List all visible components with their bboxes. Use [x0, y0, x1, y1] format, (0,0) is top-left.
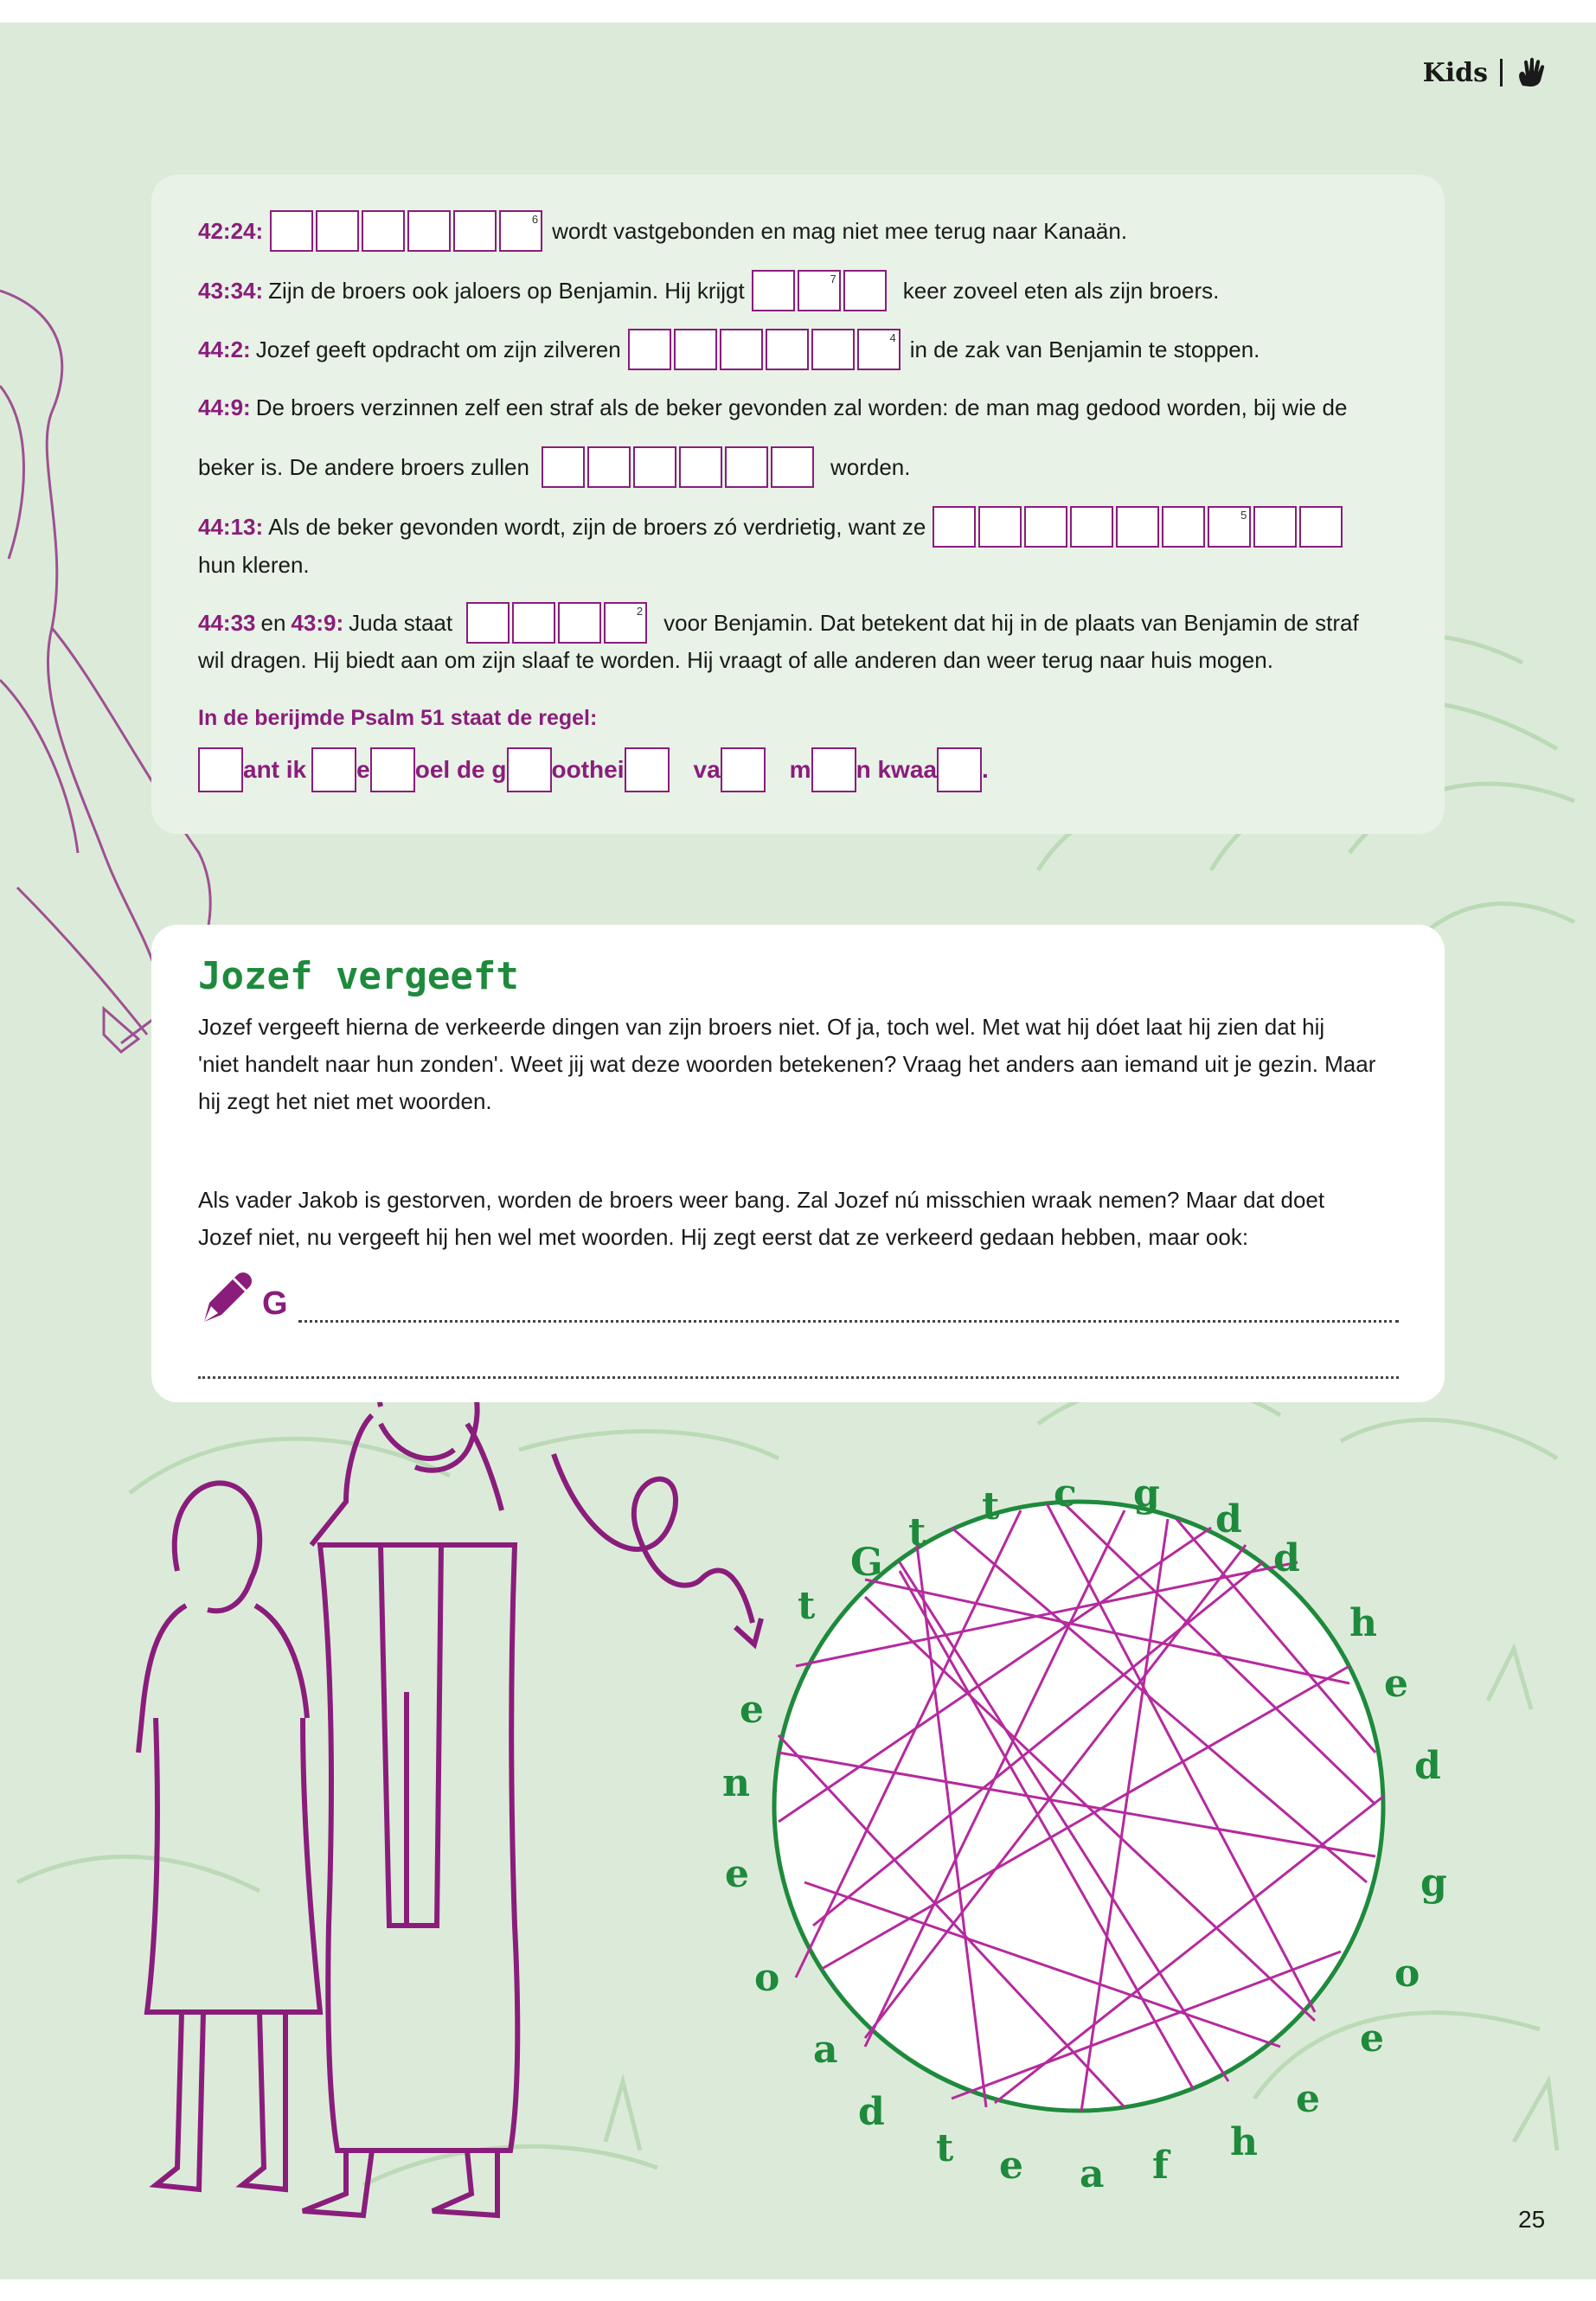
verse-ref: 44:13:: [198, 513, 264, 540]
letter-box[interactable]: [1070, 506, 1113, 548]
letter-box[interactable]: 5: [1208, 506, 1251, 548]
row-text: keer zoveel eten als zijn broers.: [902, 277, 1220, 304]
psalm-letter-box[interactable]: [507, 747, 552, 792]
letter-box[interactable]: 2: [604, 602, 647, 644]
letter-box[interactable]: [752, 270, 795, 311]
psalm-fragment: oothei: [551, 756, 625, 783]
circle-letter: o: [754, 1956, 780, 2000]
row-text: en: [260, 609, 286, 636]
letter-box[interactable]: 6: [499, 210, 542, 252]
circle-letter: h: [1230, 2120, 1258, 2164]
letter-box[interactable]: [1162, 506, 1205, 548]
row-text: hun kleren.: [198, 552, 310, 578]
answer-boxes[interactable]: [542, 446, 817, 488]
psalm-fragment: n kwaa: [856, 756, 937, 783]
letter-box[interactable]: 4: [857, 329, 901, 370]
verse-ref: 44:9:: [198, 394, 251, 420]
psalm-letter-box[interactable]: [311, 747, 356, 792]
circle-letter: t: [798, 1584, 816, 1628]
puzzle-row-43-34: [198, 270, 1219, 311]
psalm-fragment: oel de g: [414, 756, 507, 783]
circle-letter: a: [1080, 2152, 1105, 2196]
circle-letter: d: [858, 2090, 885, 2134]
letter-box[interactable]: [453, 210, 497, 252]
row-text: Juda staat: [349, 609, 453, 636]
answer-boxes[interactable]: [752, 270, 889, 311]
row-text: wordt vastgebonden en mag niet mee terug naar Kanaän.: [552, 217, 1128, 244]
circle-letter: n: [722, 1761, 750, 1805]
answer-boxes[interactable]: [466, 602, 650, 644]
answer-line[interactable]: [298, 1320, 1399, 1323]
verse-ref: 44:33: [198, 609, 256, 636]
circle-letter: e: [1296, 2077, 1320, 2121]
psalm-fragment: ant ik: [243, 756, 307, 783]
row-text: Zijn de broers ook jaloers op Benjamin. Hij krijgt: [268, 277, 745, 304]
letter-box[interactable]: [1299, 506, 1343, 548]
story-paragraph-1: [198, 1009, 1409, 1120]
letter-box[interactable]: [1024, 506, 1067, 548]
letter-box[interactable]: [270, 210, 313, 252]
letter-box[interactable]: [720, 329, 763, 370]
letter-box[interactable]: [407, 210, 451, 252]
row-text: beker is. De andere broers zullen: [198, 453, 529, 480]
row-text: Als de beker gevonden wordt, zijn de broers zó verdrietig, want ze: [268, 513, 926, 540]
letter-box[interactable]: [512, 602, 555, 644]
page-header: [1423, 57, 1546, 88]
letter-box[interactable]: [362, 210, 405, 252]
letter-box[interactable]: [466, 602, 510, 644]
circle-letter: o: [1394, 1952, 1420, 1996]
letter-box[interactable]: [978, 506, 1022, 548]
letter-box[interactable]: [933, 506, 976, 548]
psalm-letter-box[interactable]: [811, 747, 856, 792]
verse-ref: 44:2:: [198, 336, 251, 362]
circle-letter: c: [1054, 1471, 1077, 1516]
row-text: worden.: [830, 453, 911, 480]
row-text: Jozef geeft opdracht om zijn zilveren: [255, 336, 621, 362]
puzzle-row-44-9: [198, 394, 1347, 421]
puzzle-row-44-9-cont: [198, 446, 910, 488]
letter-box[interactable]: [725, 446, 768, 488]
story-line: Jozef niet, nu vergeeft hij hen wel met woorden. Hij zegt eerst dat ze verkeerd gedaan hebben, maar ook:: [198, 1224, 1249, 1250]
row-text: voor Benjamin. Dat betekent dat hij in de plaats van Benjamin de straf: [663, 609, 1359, 636]
circle-letter: G: [850, 1541, 883, 1585]
letter-box[interactable]: [633, 446, 676, 488]
circle-letter: e: [725, 1852, 749, 1896]
circle-letter: h: [1349, 1601, 1377, 1645]
answer-line[interactable]: [198, 1376, 1399, 1379]
letter-box[interactable]: [674, 329, 717, 370]
psalm-line: [198, 747, 989, 792]
row-text: De broers verzinnen zelf een straf als de beker gevonden zal worden: de man mag gedood worden, bij wie de: [255, 394, 1348, 420]
verse-ref: 42:24:: [198, 217, 264, 244]
letter-box[interactable]: [628, 329, 671, 370]
story-line: hij zegt het niet met woorden.: [198, 1088, 492, 1114]
circle-letter: g: [1420, 1861, 1447, 1905]
psalm-letter-box[interactable]: [370, 747, 415, 792]
row-text: in de zak van Benjamin te stoppen.: [909, 336, 1260, 362]
pencil-icon: [195, 1268, 256, 1329]
letter-box[interactable]: [843, 270, 887, 311]
circle-letter: f: [1152, 2144, 1169, 2188]
circle-letter: d: [1215, 1497, 1242, 1541]
verse-ref: 43:34:: [198, 277, 264, 304]
puzzle-row-42-24: [198, 210, 1127, 252]
psalm-letter-box[interactable]: [937, 747, 982, 792]
letter-box[interactable]: [316, 210, 359, 252]
divider: [1500, 59, 1503, 87]
letter-box[interactable]: [1116, 506, 1159, 548]
page: [0, 22, 1596, 2279]
story-line: 'niet handelt naar hun zonden'. Weet jij wat deze woorden betekenen? Vraag het anders aan iemand uit je gezin. Maar: [198, 1051, 1376, 1077]
letter-box[interactable]: [587, 446, 631, 488]
circle-letter: d: [1414, 1744, 1441, 1788]
story-paragraph-2: [198, 1182, 1409, 1256]
letter-box[interactable]: [679, 446, 722, 488]
circle-letter: e: [740, 1688, 764, 1732]
puzzle-row-44-2: [198, 329, 1259, 370]
psalm-letter-box[interactable]: [721, 747, 766, 792]
letter-box[interactable]: [771, 446, 814, 488]
psalm-heading: In de berijmde Psalm 51 staat de regel:: [198, 706, 598, 730]
row-text: wil dragen. Hij biedt aan om zijn slaaf te worden. Hij vraagt of alle anderen dan weer terug naar huis mogen.: [198, 647, 1273, 673]
circle-letter: t: [908, 1510, 926, 1554]
story-line: Jozef vergeeft hierna de verkeerde dingen van zijn broers niet. Of ja, toch wel. Met wat hij dóet laat hij zien dat hij: [198, 1014, 1325, 1040]
section-label: Kids: [1422, 57, 1488, 88]
story-line: Als vader Jakob is gestorven, worden de broers weer bang. Zal Jozef nú misschien wraak nemen? Maar dat doet: [198, 1187, 1325, 1213]
answer-boxes[interactable]: [933, 506, 1345, 548]
letter-box[interactable]: [811, 329, 855, 370]
page-number: 25: [1518, 2206, 1546, 2233]
psalm-fragment: e: [356, 756, 370, 783]
letter-box[interactable]: [766, 329, 809, 370]
hand-icon: [1515, 57, 1546, 88]
circle-letter: d: [1273, 1536, 1300, 1580]
psalm-letter-box[interactable]: [625, 747, 670, 792]
psalm-letter-box[interactable]: [198, 747, 243, 792]
puzzle-row-44-33: [198, 602, 1359, 644]
circle-letter: e: [999, 2144, 1023, 2188]
circle-letter: t: [982, 1484, 1000, 1529]
circle-letter: e: [1384, 1662, 1408, 1706]
psalm-fragment: .: [981, 756, 989, 783]
answer-boxes[interactable]: [628, 329, 903, 370]
circle-letter: e: [1360, 2016, 1384, 2061]
section-title: Jozef vergeeft: [198, 954, 519, 998]
puzzle-row-44-13: [198, 506, 1352, 548]
psalm-fragment: va: [693, 756, 721, 783]
answer-boxes[interactable]: [270, 210, 545, 252]
circle-letter: t: [936, 2126, 954, 2170]
puzzle-circle: [774, 1502, 1383, 2111]
circle-letter: g: [1133, 1471, 1160, 1516]
letter-box[interactable]: [542, 446, 585, 488]
letter-box[interactable]: 7: [798, 270, 841, 311]
letter-box[interactable]: [558, 602, 601, 644]
letter-box[interactable]: [1253, 506, 1297, 548]
psalm-fragment: m: [789, 756, 811, 783]
answer-prefix: G: [262, 1285, 288, 1322]
circle-letter: a: [813, 2028, 838, 2072]
verse-ref: 43:9:: [291, 609, 344, 636]
